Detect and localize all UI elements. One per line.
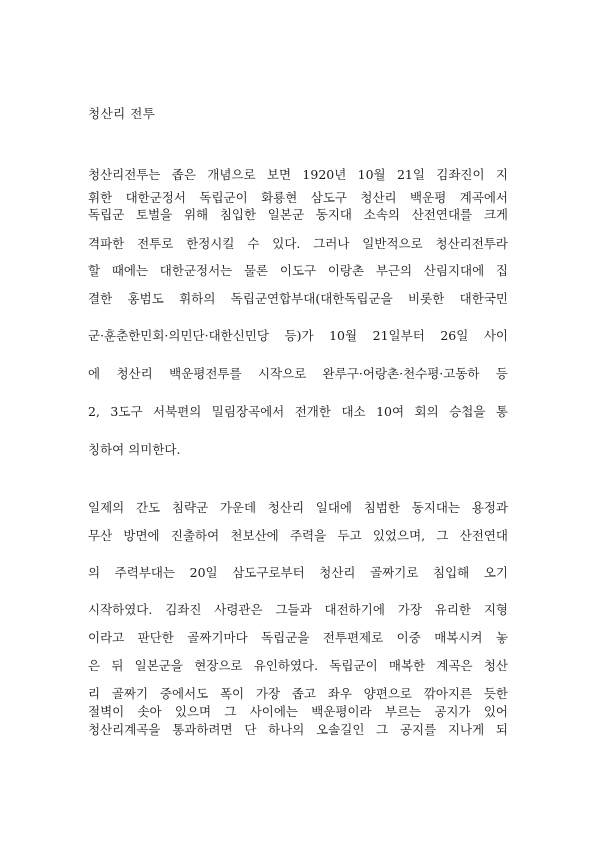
paragraph-2-line: 리 골짜기 중에서도 폭이 가장 좁고 좌우 양편으로 깎아지른 듯한	[88, 686, 508, 701]
paragraph-1-line: 독립군 토벌을 위해 침입한 일본군 동지대 소속의 산전연대를 크게	[88, 207, 508, 222]
paragraph-2-line: 무산 방면에 진출하여 천보산에 주력을 두고 있었으며, 그 산전연대	[88, 528, 508, 543]
paragraph-2-line: 이라고 판단한 골짜기마다 독립군을 전투편제로 이중 매복시켜 놓	[88, 630, 508, 645]
paragraph-2-line: 의 주력부대는 20일 삼도구로부터 청산리 골짜기로 침입해 오기	[88, 565, 508, 580]
paragraph-1-line: 격파한 전투로 한정시킬 수 있다. 그러나 일반적으로 청산리전투라	[88, 236, 508, 251]
paragraph-1-line: 휘한 대한군정서 독립군이 화룡현 삼도구 청산리 백운평 계곡에서	[88, 190, 508, 205]
paragraph-2-line: 일제의 간도 침략군 가운데 청산리 일대에 침범한 동지대는 용정과	[88, 500, 508, 515]
paragraph-2-line: 은 뒤 일본군을 현장으로 유인하였다. 독립군이 매복한 계곡은 청산	[88, 658, 508, 673]
paragraph-2-line: 절벽이 솟아 있으며 그 사이에는 백운평이라 부르는 공지가 있어	[88, 704, 508, 719]
paragraph-1-line: 할 때에는 대한군정서는 물론 이도구 이랑촌 부근의 산림지대에 집	[88, 263, 508, 278]
paragraph-1-line: 결한 홍범도 휘하의 독립군연합부대(대한독립군을 비롯한 대한국민	[88, 291, 508, 306]
paragraph-1-line: 군·훈춘한민회·의민단·대한신민당 등)가 10월 21일부터 26일 사이	[88, 328, 508, 343]
paragraph-2-line: 시작하였다. 김좌진 사령관은 그들과 대전하기에 가장 유리한 지형	[88, 602, 508, 617]
paragraph-2-line: 청산리계곡을 통과하려면 단 하나의 오솔길인 그 공지를 지나게 되	[88, 722, 508, 737]
paragraph-1-line: 에 청산리 백운평전투를 시작으로 완루구·어랑촌·천수평·고동하 등	[88, 366, 508, 381]
paragraph-1-line: 칭하여 의미한다.	[88, 442, 181, 457]
paragraph-1-line: 2, 3도구 서북편의 밀림장곡에서 전개한 대소 10여 회의 승첩을 통	[88, 404, 508, 419]
paragraph-1-line: 청산리전투는 좁은 개념으로 보면 1920년 10월 21일 김좌진이 지	[88, 167, 508, 182]
document-title: 청산리 전투	[88, 106, 156, 121]
